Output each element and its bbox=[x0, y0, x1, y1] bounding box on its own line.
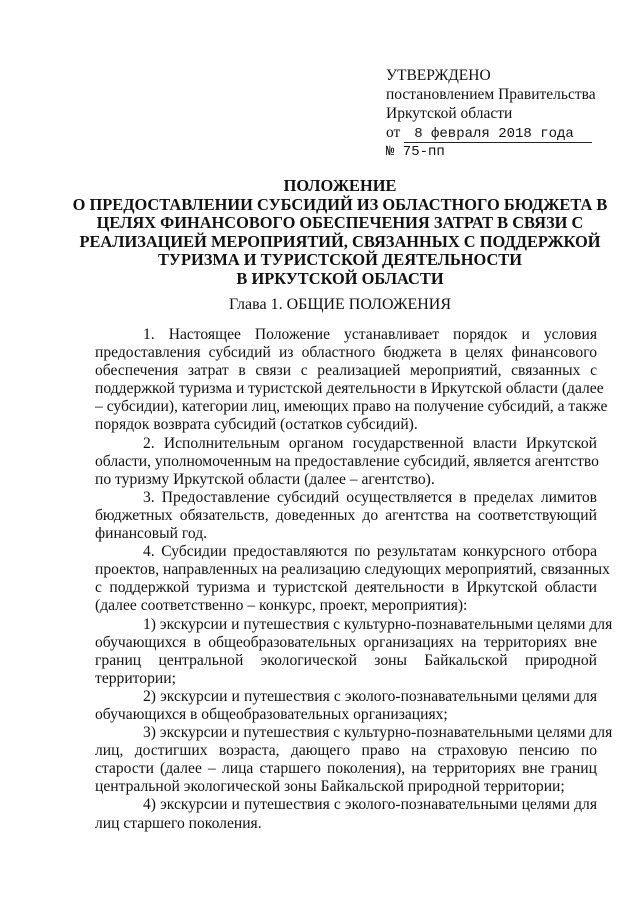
document-title bbox=[60, 177, 620, 288]
title-line-5: ТУРИЗМА И ТУРИСТСКОЙ ДЕЯТЕЛЬНОСТИ bbox=[158, 250, 522, 269]
paragraph-line: обучающихся в общеобразовательных организациях на территориях вне bbox=[95, 633, 597, 651]
paragraph-line: порядок возврата субсидий (остатков субсидий). bbox=[95, 416, 418, 434]
title-line-1: ПОЛОЖЕНИЕ bbox=[283, 176, 397, 195]
paragraph-line: по туризму Иркутской области (далее – агентство). bbox=[95, 470, 435, 488]
paragraph-line: – субсидии), категории лиц, имеющих право на получение субсидий, а также bbox=[95, 398, 608, 416]
paragraph bbox=[95, 796, 597, 832]
chapter-heading: Глава 1. ОБЩИЕ ПОЛОЖЕНИЯ bbox=[229, 296, 451, 313]
paragraph-line: 4) экскурсии и путешествия с эколого-познавательными целями для bbox=[143, 796, 597, 814]
paragraph-line: обеспечения затрат в связи с реализацией мероприятий, связанных с bbox=[95, 362, 597, 380]
title-line-2: О ПРЕДОСТАВЛЕНИИ СУБСИДИЙ ИЗ ОБЛАСТНОГО БЮДЖЕТА В bbox=[72, 194, 608, 214]
paragraph-line: с поддержкой туризма и туристской деятельности в Иркутской области bbox=[95, 579, 597, 597]
paragraph-line: бюджетных обязательств, доведенных до агентства на соответствующий bbox=[95, 506, 597, 524]
paragraph-line: 3) экскурсии и путешествия с культурно-познавательными целями для bbox=[143, 724, 613, 742]
paragraph-line: территории; bbox=[95, 669, 176, 687]
paragraph-line: лиц, достигших возраста, дающего право на страховую пенсию по bbox=[95, 742, 597, 760]
paragraph-line: поддержкой туризма и туристской деятельности в Иркутской области (далее bbox=[95, 380, 604, 398]
paragraph bbox=[95, 489, 597, 543]
title-line-6: В ИРКУТСКОЙ ОБЛАСТИ bbox=[236, 268, 444, 288]
paragraph bbox=[95, 435, 597, 489]
document-body bbox=[95, 326, 613, 833]
paragraph-line: 3. Предоставление субсидий осуществляется в пределах лимитов bbox=[143, 488, 597, 506]
paragraph-line: (далее соответственно – конкурс, проект, мероприятия): bbox=[95, 597, 468, 615]
approval-date-line bbox=[386, 123, 606, 143]
paragraph-line: старости (далее – лица старшего поколения), на территориях вне границ bbox=[95, 760, 597, 778]
paragraph-line: границ центральной экологической зоны Байкальской природной bbox=[95, 651, 597, 669]
paragraph-line: области, уполномоченным на предоставление субсидий, является агентство bbox=[95, 452, 599, 470]
paragraph bbox=[95, 326, 608, 435]
title-line-4: РЕАЛИЗАЦИЕЙ МЕРОПРИЯТИЙ, СВЯЗАННЫХ С ПОДДЕРЖКОЙ bbox=[79, 231, 601, 251]
approval-number: № 75-пп bbox=[386, 144, 445, 160]
approval-by-line-1: постановлением Правительства bbox=[386, 86, 596, 103]
paragraph-line: 1) экскурсии и путешествия с культурно-познавательными целями для bbox=[143, 615, 613, 633]
paragraph-line: 4. Субсидии предоставляются по результатам конкурсного отбора bbox=[143, 543, 597, 561]
paragraph-line: 2) экскурсии и путешествия с эколого-познавательными целями для bbox=[143, 687, 597, 705]
paragraph-line: центральной экологической зоны Байкальской природной территории; bbox=[95, 778, 565, 796]
approval-date-prefix: от bbox=[386, 124, 401, 141]
paragraph-line: проектов, направленных на реализацию следующих мероприятий, связанных bbox=[95, 561, 610, 579]
paragraph-line: обучающихся в общеобразовательных организациях; bbox=[95, 705, 448, 723]
paragraph-line: 2. Исполнительным органом государственной власти Иркутской bbox=[143, 434, 597, 452]
approval-date-value: 8 февраля 2018 года bbox=[404, 126, 592, 143]
paragraph-line: финансовый год. bbox=[95, 525, 208, 543]
paragraph-line: лиц старшего поколения. bbox=[95, 814, 262, 832]
paragraph-line: 1. Настоящее Положение устанавливает порядок и условия bbox=[143, 326, 597, 343]
paragraph bbox=[95, 615, 613, 688]
paragraph bbox=[95, 688, 597, 724]
paragraph-line: предоставления субсидий из областного бюджета в целях финансового bbox=[95, 344, 597, 362]
paragraph bbox=[95, 543, 610, 615]
approval-stamp bbox=[386, 66, 606, 162]
title-line-3: ЦЕЛЯХ ФИНАНСОВОГО ОБЕСПЕЧЕНИЯ ЗАТРАТ В СВЯЗИ С bbox=[96, 213, 584, 232]
approval-by-line-2: Иркутской области bbox=[386, 105, 513, 122]
approval-heading: УТВЕРЖДЕНО bbox=[386, 67, 491, 84]
paragraph bbox=[95, 724, 613, 796]
